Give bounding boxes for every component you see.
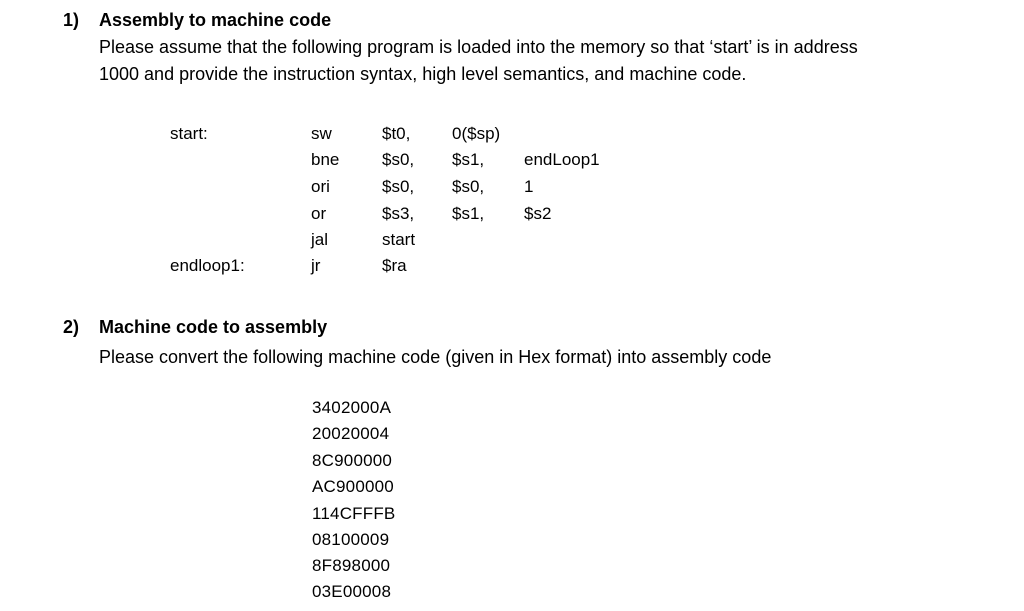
program-operand: 0($sp)	[452, 124, 501, 143]
program-operand: $s0,	[382, 177, 415, 196]
program-operand: $t0,	[382, 124, 411, 143]
program-opcode: bne	[311, 150, 340, 169]
program-operand: $ra	[382, 256, 407, 275]
program-operand: $s0,	[452, 177, 485, 196]
section2-description: Please convert the following machine code (given in Hex format) into assembly code	[99, 347, 772, 367]
program-label: endloop1:	[170, 256, 245, 275]
program-operand: $s3,	[382, 204, 415, 223]
program-opcode: ori	[311, 177, 330, 196]
hex-code: 8F898000	[312, 556, 391, 575]
section1-heading: Assembly to machine code	[99, 10, 332, 30]
hex-code: AC900000	[312, 477, 394, 496]
hex-code: 20020004	[312, 424, 390, 443]
hex-code: 03E00008	[312, 582, 392, 601]
program-label: start:	[170, 124, 208, 143]
program-operand: start	[382, 230, 416, 249]
program-operand: endLoop1	[524, 150, 600, 169]
program-operand: $s1,	[452, 204, 485, 223]
program-operand: $s0,	[382, 150, 415, 169]
hex-code: 08100009	[312, 530, 390, 549]
section2-number: 2)	[63, 317, 80, 337]
program-operand: 1	[524, 177, 534, 196]
program-opcode: or	[311, 204, 327, 223]
program-opcode: jal	[311, 230, 329, 249]
hex-code: 8C900000	[312, 451, 393, 470]
hex-code: 3402000A	[312, 398, 392, 417]
program-operand: $s2	[524, 204, 552, 223]
section2-heading: Machine code to assembly	[99, 317, 328, 337]
section1-number: 1)	[63, 10, 80, 30]
section1-description: Please assume that the following program is loaded into the memory so that ‘start’ is in address 1000 and provide the instruction syntax, high level semantics, and machine code.	[99, 37, 858, 84]
program-opcode: sw	[311, 124, 332, 143]
program-operand: $s1,	[452, 150, 485, 169]
program-opcode: jr	[311, 256, 321, 275]
hex-code: 114CFFFB	[312, 504, 396, 523]
